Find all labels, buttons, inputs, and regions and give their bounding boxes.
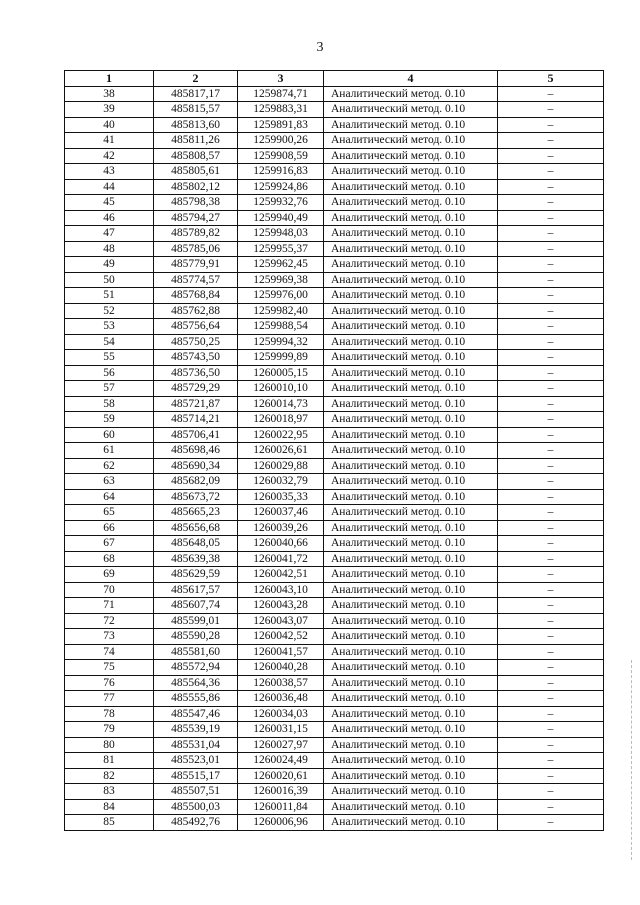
note-cell: – [498, 117, 604, 133]
point-number-cell: 83 [65, 784, 154, 800]
x-coordinate-cell: 485743,50 [154, 350, 238, 366]
point-number-cell: 74 [65, 644, 154, 660]
note-cell: – [498, 210, 604, 226]
note-cell: – [498, 613, 604, 629]
note-cell: – [498, 536, 604, 552]
table-row [65, 412, 604, 428]
method-cell: Аналитический метод. 0.10 [324, 629, 498, 645]
point-number-cell: 62 [65, 458, 154, 474]
table-row [65, 443, 604, 459]
method-cell: Аналитический метод. 0.10 [324, 102, 498, 118]
y-coordinate-cell: 1260005,15 [238, 365, 324, 381]
y-coordinate-cell: 1259932,76 [238, 195, 324, 211]
x-coordinate-cell: 485762,88 [154, 303, 238, 319]
point-number-cell: 63 [65, 474, 154, 490]
note-cell: – [498, 567, 604, 583]
method-cell: Аналитический метод. 0.10 [324, 427, 498, 443]
coordinates-table [64, 70, 604, 831]
y-coordinate-cell: 1260042,52 [238, 629, 324, 645]
y-coordinate-cell: 1260018,97 [238, 412, 324, 428]
x-coordinate-cell: 485714,21 [154, 412, 238, 428]
table-row [65, 691, 604, 707]
method-cell: Аналитический метод. 0.10 [324, 381, 498, 397]
table-row [65, 241, 604, 257]
x-coordinate-cell: 485813,60 [154, 117, 238, 133]
y-coordinate-cell: 1259988,54 [238, 319, 324, 335]
x-coordinate-cell: 485690,34 [154, 458, 238, 474]
note-cell: – [498, 319, 604, 335]
note-cell: – [498, 381, 604, 397]
point-number-cell: 52 [65, 303, 154, 319]
y-coordinate-cell: 1260041,72 [238, 551, 324, 567]
y-coordinate-cell: 1260035,33 [238, 489, 324, 505]
table-row [65, 334, 604, 350]
note-cell: – [498, 412, 604, 428]
y-coordinate-cell: 1260037,46 [238, 505, 324, 521]
column-header-5: 5 [498, 71, 604, 87]
table-row [65, 815, 604, 831]
table-row [65, 737, 604, 753]
point-number-cell: 40 [65, 117, 154, 133]
method-cell: Аналитический метод. 0.10 [324, 257, 498, 273]
method-cell: Аналитический метод. 0.10 [324, 520, 498, 536]
x-coordinate-cell: 485768,84 [154, 288, 238, 304]
method-cell: Аналитический метод. 0.10 [324, 226, 498, 242]
note-cell: – [498, 520, 604, 536]
y-coordinate-cell: 1259962,45 [238, 257, 324, 273]
x-coordinate-cell: 485794,27 [154, 210, 238, 226]
note-cell: – [498, 675, 604, 691]
table-row [65, 629, 604, 645]
y-coordinate-cell: 1260006,96 [238, 815, 324, 831]
x-coordinate-cell: 485808,57 [154, 148, 238, 164]
point-number-cell: 38 [65, 86, 154, 102]
table-row [65, 381, 604, 397]
x-coordinate-cell: 485750,25 [154, 334, 238, 350]
column-header-3: 3 [238, 71, 324, 87]
note-cell: – [498, 629, 604, 645]
point-number-cell: 73 [65, 629, 154, 645]
point-number-cell: 80 [65, 737, 154, 753]
method-cell: Аналитический метод. 0.10 [324, 458, 498, 474]
y-coordinate-cell: 1259924,86 [238, 179, 324, 195]
point-number-cell: 72 [65, 613, 154, 629]
y-coordinate-cell: 1259908,59 [238, 148, 324, 164]
y-coordinate-cell: 1259940,49 [238, 210, 324, 226]
method-cell: Аналитический метод. 0.10 [324, 319, 498, 335]
note-cell: – [498, 226, 604, 242]
table-row [65, 226, 604, 242]
note-cell: – [498, 272, 604, 288]
x-coordinate-cell: 485785,06 [154, 241, 238, 257]
point-number-cell: 78 [65, 706, 154, 722]
point-number-cell: 55 [65, 350, 154, 366]
table-row [65, 164, 604, 180]
table-row [65, 257, 604, 273]
method-cell: Аналитический метод. 0.10 [324, 660, 498, 676]
y-coordinate-cell: 1259999,89 [238, 350, 324, 366]
point-number-cell: 82 [65, 768, 154, 784]
y-coordinate-cell: 1260038,57 [238, 675, 324, 691]
note-cell: – [498, 660, 604, 676]
x-coordinate-cell: 485682,09 [154, 474, 238, 490]
method-cell: Аналитический метод. 0.10 [324, 365, 498, 381]
y-coordinate-cell: 1259948,03 [238, 226, 324, 242]
method-cell: Аналитический метод. 0.10 [324, 288, 498, 304]
method-cell: Аналитический метод. 0.10 [324, 86, 498, 102]
note-cell: – [498, 179, 604, 195]
x-coordinate-cell: 485500,03 [154, 799, 238, 815]
table-row [65, 427, 604, 443]
x-coordinate-cell: 485756,64 [154, 319, 238, 335]
table-row [65, 644, 604, 660]
note-cell: – [498, 396, 604, 412]
y-coordinate-cell: 1260026,61 [238, 443, 324, 459]
x-coordinate-cell: 485648,05 [154, 536, 238, 552]
point-number-cell: 49 [65, 257, 154, 273]
method-cell: Аналитический метод. 0.10 [324, 613, 498, 629]
point-number-cell: 70 [65, 582, 154, 598]
method-cell: Аналитический метод. 0.10 [324, 303, 498, 319]
point-number-cell: 61 [65, 443, 154, 459]
method-cell: Аналитический метод. 0.10 [324, 195, 498, 211]
point-number-cell: 42 [65, 148, 154, 164]
point-number-cell: 39 [65, 102, 154, 118]
note-cell: – [498, 458, 604, 474]
y-coordinate-cell: 1260039,26 [238, 520, 324, 536]
method-cell: Аналитический метод. 0.10 [324, 210, 498, 226]
method-cell: Аналитический метод. 0.10 [324, 505, 498, 521]
x-coordinate-cell: 485729,29 [154, 381, 238, 397]
x-coordinate-cell: 485811,26 [154, 133, 238, 149]
method-cell: Аналитический метод. 0.10 [324, 768, 498, 784]
table-row [65, 117, 604, 133]
point-number-cell: 41 [65, 133, 154, 149]
method-cell: Аналитический метод. 0.10 [324, 133, 498, 149]
note-cell: – [498, 474, 604, 490]
y-coordinate-cell: 1260020,61 [238, 768, 324, 784]
x-coordinate-cell: 485639,38 [154, 551, 238, 567]
method-cell: Аналитический метод. 0.10 [324, 334, 498, 350]
method-cell: Аналитический метод. 0.10 [324, 644, 498, 660]
method-cell: Аналитический метод. 0.10 [324, 675, 498, 691]
note-cell: – [498, 195, 604, 211]
y-coordinate-cell: 1260043,07 [238, 613, 324, 629]
y-coordinate-cell: 1259976,00 [238, 288, 324, 304]
table-row [65, 660, 604, 676]
y-coordinate-cell: 1260042,51 [238, 567, 324, 583]
y-coordinate-cell: 1260032,79 [238, 474, 324, 490]
method-cell: Аналитический метод. 0.10 [324, 164, 498, 180]
method-cell: Аналитический метод. 0.10 [324, 148, 498, 164]
x-coordinate-cell: 485673,72 [154, 489, 238, 505]
note-cell: – [498, 133, 604, 149]
x-coordinate-cell: 485555,86 [154, 691, 238, 707]
method-cell: Аналитический метод. 0.10 [324, 412, 498, 428]
x-coordinate-cell: 485607,74 [154, 598, 238, 614]
y-coordinate-cell: 1260027,97 [238, 737, 324, 753]
method-cell: Аналитический метод. 0.10 [324, 536, 498, 552]
method-cell: Аналитический метод. 0.10 [324, 691, 498, 707]
column-header-1: 1 [65, 71, 154, 87]
point-number-cell: 85 [65, 815, 154, 831]
point-number-cell: 75 [65, 660, 154, 676]
y-coordinate-cell: 1260016,39 [238, 784, 324, 800]
note-cell: – [498, 753, 604, 769]
method-cell: Аналитический метод. 0.10 [324, 350, 498, 366]
table-row [65, 489, 604, 505]
table-row [65, 613, 604, 629]
point-number-cell: 58 [65, 396, 154, 412]
x-coordinate-cell: 485656,68 [154, 520, 238, 536]
y-coordinate-cell: 1259874,71 [238, 86, 324, 102]
note-cell: – [498, 102, 604, 118]
note-cell: – [498, 427, 604, 443]
point-number-cell: 56 [65, 365, 154, 381]
point-number-cell: 54 [65, 334, 154, 350]
table-row [65, 133, 604, 149]
y-coordinate-cell: 1260043,28 [238, 598, 324, 614]
note-cell: – [498, 598, 604, 614]
method-cell: Аналитический метод. 0.10 [324, 443, 498, 459]
point-number-cell: 45 [65, 195, 154, 211]
point-number-cell: 48 [65, 241, 154, 257]
y-coordinate-cell: 1260036,48 [238, 691, 324, 707]
column-header-4: 4 [324, 71, 498, 87]
x-coordinate-cell: 485779,91 [154, 257, 238, 273]
method-cell: Аналитический метод. 0.10 [324, 799, 498, 815]
table-row [65, 272, 604, 288]
note-cell: – [498, 489, 604, 505]
x-coordinate-cell: 485817,17 [154, 86, 238, 102]
method-cell: Аналитический метод. 0.10 [324, 784, 498, 800]
y-coordinate-cell: 1260029,88 [238, 458, 324, 474]
method-cell: Аналитический метод. 0.10 [324, 722, 498, 738]
y-coordinate-cell: 1259883,31 [238, 102, 324, 118]
table-row [65, 195, 604, 211]
table-header-row [65, 71, 604, 87]
point-number-cell: 65 [65, 505, 154, 521]
note-cell: – [498, 784, 604, 800]
method-cell: Аналитический метод. 0.10 [324, 737, 498, 753]
x-coordinate-cell: 485515,17 [154, 768, 238, 784]
x-coordinate-cell: 485590,28 [154, 629, 238, 645]
note-cell: – [498, 722, 604, 738]
table-row [65, 319, 604, 335]
y-coordinate-cell: 1260040,28 [238, 660, 324, 676]
y-coordinate-cell: 1260041,57 [238, 644, 324, 660]
x-coordinate-cell: 485507,51 [154, 784, 238, 800]
y-coordinate-cell: 1259982,40 [238, 303, 324, 319]
page-edge-mark [631, 660, 632, 860]
point-number-cell: 66 [65, 520, 154, 536]
x-coordinate-cell: 485706,41 [154, 427, 238, 443]
method-cell: Аналитический метод. 0.10 [324, 241, 498, 257]
note-cell: – [498, 303, 604, 319]
y-coordinate-cell: 1260010,10 [238, 381, 324, 397]
table-row [65, 102, 604, 118]
x-coordinate-cell: 485721,87 [154, 396, 238, 412]
point-number-cell: 67 [65, 536, 154, 552]
y-coordinate-cell: 1260040,66 [238, 536, 324, 552]
table-row [65, 303, 604, 319]
point-number-cell: 57 [65, 381, 154, 397]
method-cell: Аналитический метод. 0.10 [324, 582, 498, 598]
note-cell: – [498, 241, 604, 257]
y-coordinate-cell: 1260034,03 [238, 706, 324, 722]
point-number-cell: 51 [65, 288, 154, 304]
y-coordinate-cell: 1259994,32 [238, 334, 324, 350]
note-cell: – [498, 288, 604, 304]
table-row [65, 784, 604, 800]
x-coordinate-cell: 485798,38 [154, 195, 238, 211]
table-row [65, 474, 604, 490]
note-cell: – [498, 148, 604, 164]
x-coordinate-cell: 485599,01 [154, 613, 238, 629]
column-header-2: 2 [154, 71, 238, 87]
x-coordinate-cell: 485774,57 [154, 272, 238, 288]
x-coordinate-cell: 485698,46 [154, 443, 238, 459]
method-cell: Аналитический метод. 0.10 [324, 117, 498, 133]
x-coordinate-cell: 485547,46 [154, 706, 238, 722]
x-coordinate-cell: 485531,04 [154, 737, 238, 753]
x-coordinate-cell: 485523,01 [154, 753, 238, 769]
method-cell: Аналитический метод. 0.10 [324, 753, 498, 769]
table-row [65, 288, 604, 304]
point-number-cell: 53 [65, 319, 154, 335]
table-row [65, 520, 604, 536]
page-number: 3 [316, 40, 324, 55]
table-row [65, 179, 604, 195]
note-cell: – [498, 86, 604, 102]
table-row [65, 722, 604, 738]
table-row [65, 582, 604, 598]
table-row [65, 458, 604, 474]
point-number-cell: 50 [65, 272, 154, 288]
x-coordinate-cell: 485581,60 [154, 644, 238, 660]
y-coordinate-cell: 1260024,49 [238, 753, 324, 769]
method-cell: Аналитический метод. 0.10 [324, 815, 498, 831]
y-coordinate-cell: 1259969,38 [238, 272, 324, 288]
table-row [65, 551, 604, 567]
y-coordinate-cell: 1260043,10 [238, 582, 324, 598]
y-coordinate-cell: 1259955,37 [238, 241, 324, 257]
note-cell: – [498, 706, 604, 722]
table-row [65, 799, 604, 815]
table-row [65, 598, 604, 614]
method-cell: Аналитический метод. 0.10 [324, 489, 498, 505]
point-number-cell: 68 [65, 551, 154, 567]
point-number-cell: 69 [65, 567, 154, 583]
note-cell: – [498, 350, 604, 366]
note-cell: – [498, 334, 604, 350]
table-row [65, 210, 604, 226]
table-row [65, 350, 604, 366]
note-cell: – [498, 505, 604, 521]
x-coordinate-cell: 485629,59 [154, 567, 238, 583]
note-cell: – [498, 257, 604, 273]
point-number-cell: 46 [65, 210, 154, 226]
point-number-cell: 71 [65, 598, 154, 614]
method-cell: Аналитический метод. 0.10 [324, 706, 498, 722]
y-coordinate-cell: 1260011,84 [238, 799, 324, 815]
method-cell: Аналитический метод. 0.10 [324, 272, 498, 288]
point-number-cell: 79 [65, 722, 154, 738]
note-cell: – [498, 691, 604, 707]
point-number-cell: 77 [65, 691, 154, 707]
y-coordinate-cell: 1260022,95 [238, 427, 324, 443]
y-coordinate-cell: 1260014,73 [238, 396, 324, 412]
y-coordinate-cell: 1259891,83 [238, 117, 324, 133]
method-cell: Аналитический метод. 0.10 [324, 179, 498, 195]
method-cell: Аналитический метод. 0.10 [324, 551, 498, 567]
table-row [65, 396, 604, 412]
table-row [65, 768, 604, 784]
point-number-cell: 84 [65, 799, 154, 815]
point-number-cell: 47 [65, 226, 154, 242]
point-number-cell: 44 [65, 179, 154, 195]
note-cell: – [498, 551, 604, 567]
table-row [65, 536, 604, 552]
x-coordinate-cell: 485665,23 [154, 505, 238, 521]
table-body [65, 86, 604, 830]
y-coordinate-cell: 1260031,15 [238, 722, 324, 738]
y-coordinate-cell: 1259916,83 [238, 164, 324, 180]
method-cell: Аналитический метод. 0.10 [324, 567, 498, 583]
note-cell: – [498, 799, 604, 815]
point-number-cell: 43 [65, 164, 154, 180]
method-cell: Аналитический метод. 0.10 [324, 396, 498, 412]
point-number-cell: 76 [65, 675, 154, 691]
note-cell: – [498, 443, 604, 459]
note-cell: – [498, 582, 604, 598]
y-coordinate-cell: 1259900,26 [238, 133, 324, 149]
note-cell: – [498, 644, 604, 660]
note-cell: – [498, 815, 604, 831]
point-number-cell: 59 [65, 412, 154, 428]
table-row [65, 567, 604, 583]
x-coordinate-cell: 485789,82 [154, 226, 238, 242]
note-cell: – [498, 768, 604, 784]
table-row [65, 505, 604, 521]
method-cell: Аналитический метод. 0.10 [324, 598, 498, 614]
table-row [65, 675, 604, 691]
table-row [65, 706, 604, 722]
table-row [65, 753, 604, 769]
x-coordinate-cell: 485805,61 [154, 164, 238, 180]
x-coordinate-cell: 485539,19 [154, 722, 238, 738]
point-number-cell: 60 [65, 427, 154, 443]
x-coordinate-cell: 485492,76 [154, 815, 238, 831]
x-coordinate-cell: 485802,12 [154, 179, 238, 195]
x-coordinate-cell: 485617,57 [154, 582, 238, 598]
table-row [65, 365, 604, 381]
x-coordinate-cell: 485572,94 [154, 660, 238, 676]
note-cell: – [498, 164, 604, 180]
x-coordinate-cell: 485815,57 [154, 102, 238, 118]
table-row [65, 148, 604, 164]
note-cell: – [498, 737, 604, 753]
note-cell: – [498, 365, 604, 381]
point-number-cell: 64 [65, 489, 154, 505]
table-row [65, 86, 604, 102]
x-coordinate-cell: 485564,36 [154, 675, 238, 691]
x-coordinate-cell: 485736,50 [154, 365, 238, 381]
point-number-cell: 81 [65, 753, 154, 769]
method-cell: Аналитический метод. 0.10 [324, 474, 498, 490]
